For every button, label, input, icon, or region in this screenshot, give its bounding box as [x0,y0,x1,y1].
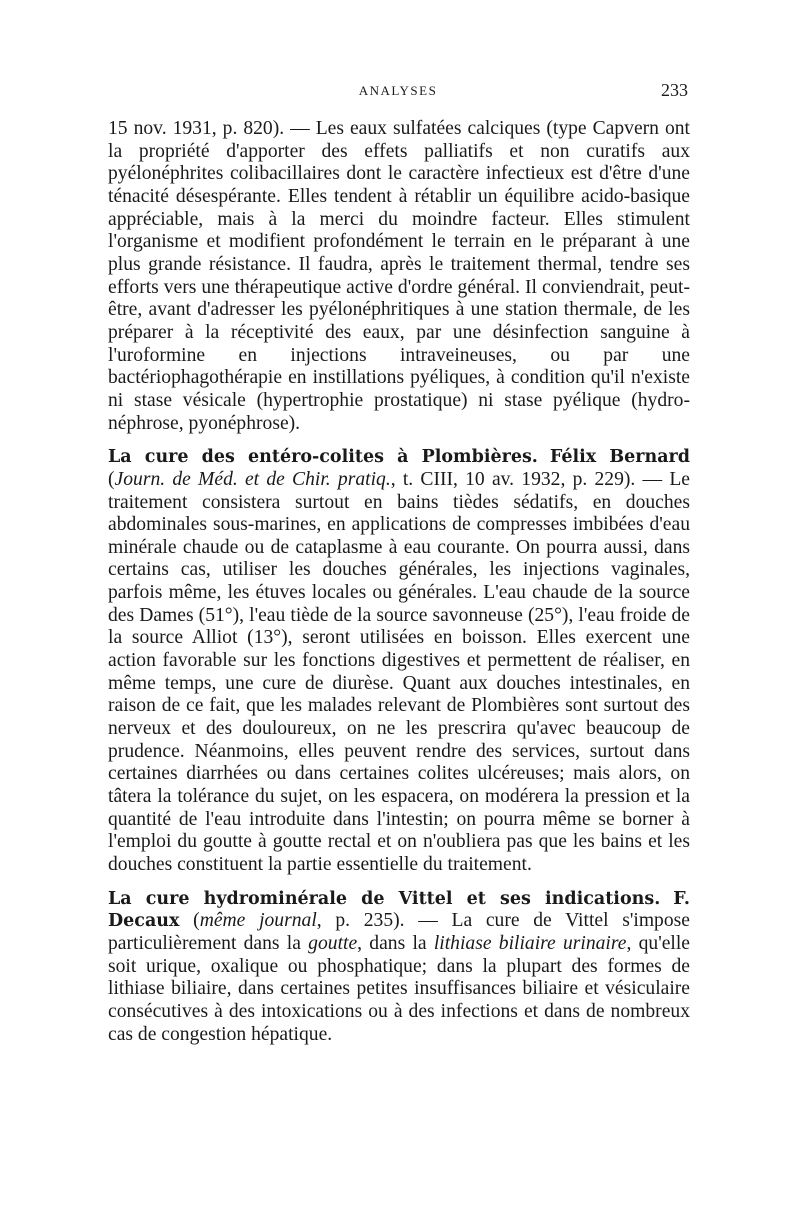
article-title: La cure des entéro-colites à Plombières. [108,447,538,468]
source-journal: même journal [199,910,317,932]
article-author: F. Decaux [108,888,690,932]
italic-term: lithiase biliaire urinaire [433,932,627,954]
article-title: La cure hydrominérale de Vittel et ses indications. [108,888,661,909]
paragraph-continuation: 15 nov. 1931, p. 820). — Les eaux sulfatées calciques (type Capvern ont la propriété d'apporter des effets palliatifs et non curatifs aux pyélonéphrites colibacillaires dont le caractère infectieux est d'être d'une ténacité désespérante. Elles tendent à rétablir un équilibre acido-basique appréciable, mais à la merci du moindre facteur. Elles stimulent l'organisme et modifient profondément le terrain en le préparant à une plus grande résistance. Il faudra, après le traitement thermal, tendre ses efforts vers une thérapeutique active d'ordre général. Il conviendrait, peut-être, avant d'adresser les pyélonéphritiques à une station thermale, de les préparer à la réceptivité des eaux, par une désinfection sanguine à l'uroformine en injections intraveineuses, ou par une bactériophagothérapie en instillations pyéliques, à condition qu'il n'existe ni stase vésicale (hypertrophie prostatique) ni stase pyélique (hydro-néphrose, pyonéphrose). [108,118,690,434]
source-details: , t. CIII, 10 av. 1932, p. 229). — [390,468,663,490]
source-open: ( [108,468,115,490]
running-head [108,80,688,100]
source-journal: Journ. de Méd. et de Chir. pratiq. [114,468,391,490]
article-entero-colites [108,446,690,876]
article-body: , qu'elle soit urique, oxalique ou phosphatique; dans la plupart des formes de lithiase biliaire, dans certaines petites insuffisances biliaire et vésiculaire consécutives à des intoxications ou à des infections et dans de nombreux cas de congestion hépatique. [108,932,691,1045]
italic-term: goutte [308,932,358,954]
running-title: ANALYSES [358,83,438,98]
source-details: , p. 235). — [316,910,438,932]
body-text [108,118,690,1046]
article-author: Félix Bernard [549,447,690,468]
article-body: Le traitement consistera surtout en bains tièdes sédatifs, en douches abdominales sous-marines, en applications de compresses imbibées d'eau minérale chaude ou de cataplasme à eau courante. On pourra aussi, dans certains cas, utiliser les douches générales, les injections vaginales, parfois même, les étuves locales ou générales. L'eau chaude de la source des Dames (51°), l'eau tiède de la source savonneuse (25°), l'eau froide de la source Alliot (13°), seront utilisées en boisson. Elles exercent une action favorable sur les fonctions digestives et permettent de réaliser, en même temps, une cure de diurèse. Quant aux douches intestinales, en raison de ce fait, que les malades relevant de Plombières sont surtout des nerveux et des douloureux, on ne les prescrira qu'avec beaucoup de prudence. Néanmoins, elles peuvent rendre des services, surtout dans certaines diarrhées ou dans certaines colites ulcéreuses; mais alors, on tâtera la tolérance du sujet, on les espacera, on modérera la pression et la quantité de l'eau introduite dans l'intestin; on pourra même se borner à l'emploi du goutte à goutte rectal et on n'oubliera pas que les bains et les douches constituent la partie essentielle du traitement. [108,468,690,875]
source-open: ( [193,910,200,932]
article-vittel [108,888,690,1047]
article-body: , dans la [357,932,427,954]
page-number: 233 [661,80,688,100]
article-body: La cure de Vittel s'impose particulièrement dans la [108,910,690,954]
